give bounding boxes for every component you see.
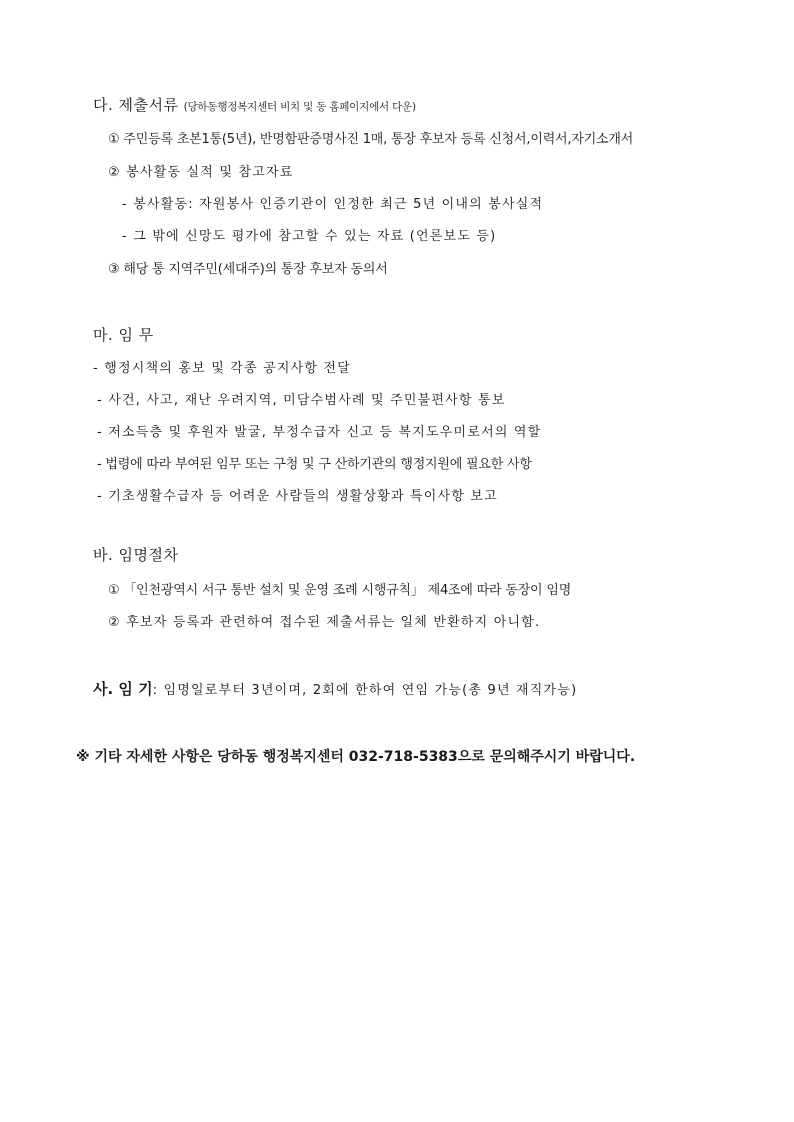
duty-item-3: - 저소득층 및 후원자 발굴, 부정수급자 신고 등 복지도우미로서의 역할 — [97, 425, 542, 440]
duty-item-1: - 행정시책의 홍보 및 각종 공지사항 전달 — [93, 361, 352, 376]
procedure-item-2: ② 후보자 등록과 관련하여 접수된 제출서류는 일체 반환하지 아니함. — [108, 615, 541, 630]
section-sa-text: : 임명일로부터 3년이며, 2회에 한하여 연임 가능(총 9년 재직가능) — [152, 683, 578, 698]
section-da-header — [93, 97, 416, 113]
section-sa-row — [93, 681, 577, 697]
section-ba-heading: 바. 임명절차 — [93, 546, 179, 564]
document-subitem-volunteer: - 봉사활동: 자원봉사 인증기관이 인정한 최근 5년 이내의 봉사실적 — [122, 197, 544, 212]
section-da-note: (당하동행정복지센터 비치 및 동 홈페이지에서 다운) — [183, 101, 416, 113]
document-item-2: ② 봉사활동 실적 및 참고자료 — [108, 165, 294, 180]
section-da-heading: 다. 제출서류 — [93, 96, 179, 114]
procedure-item-1: ① 「인천광역시 서구 통반 설치 및 운영 조례 시행규칙」 제4조에 따라 동장이 임명 — [108, 583, 572, 598]
document-item-3: ③ 해당 통 지역주민(세대주)의 통장 후보자 동의서 — [108, 262, 388, 277]
duty-item-2: - 사건, 사고, 재난 우려지역, 미담수범사례 및 주민불편사항 통보 — [97, 393, 506, 408]
section-sa-heading: 사. 임 기 — [93, 680, 153, 698]
contact-note: ※ 기타 자세한 사항은 당하동 행정복지센터 032-718-5383으로 문의해주시기 바랍니다. — [76, 749, 636, 765]
section-ma-heading: 마. 임 무 — [93, 326, 154, 344]
duty-item-5: - 기초생활수급자 등 어려운 사람들의 생활상황과 특이사항 보고 — [97, 489, 498, 504]
document-subitem-other: - 그 밖에 신망도 평가에 참고할 수 있는 자료 (언론보도 등) — [122, 229, 497, 244]
document-item-1: ① 주민등록 초본1통(5년), 반명함판증명사진 1매, 통장 후보자 등록 신청서,이력서,자기소개서 — [108, 132, 634, 147]
duty-item-4: - 법령에 따라 부여된 임무 또는 구청 및 구 산하기관의 행정지원에 필요한 사항 — [97, 457, 532, 472]
